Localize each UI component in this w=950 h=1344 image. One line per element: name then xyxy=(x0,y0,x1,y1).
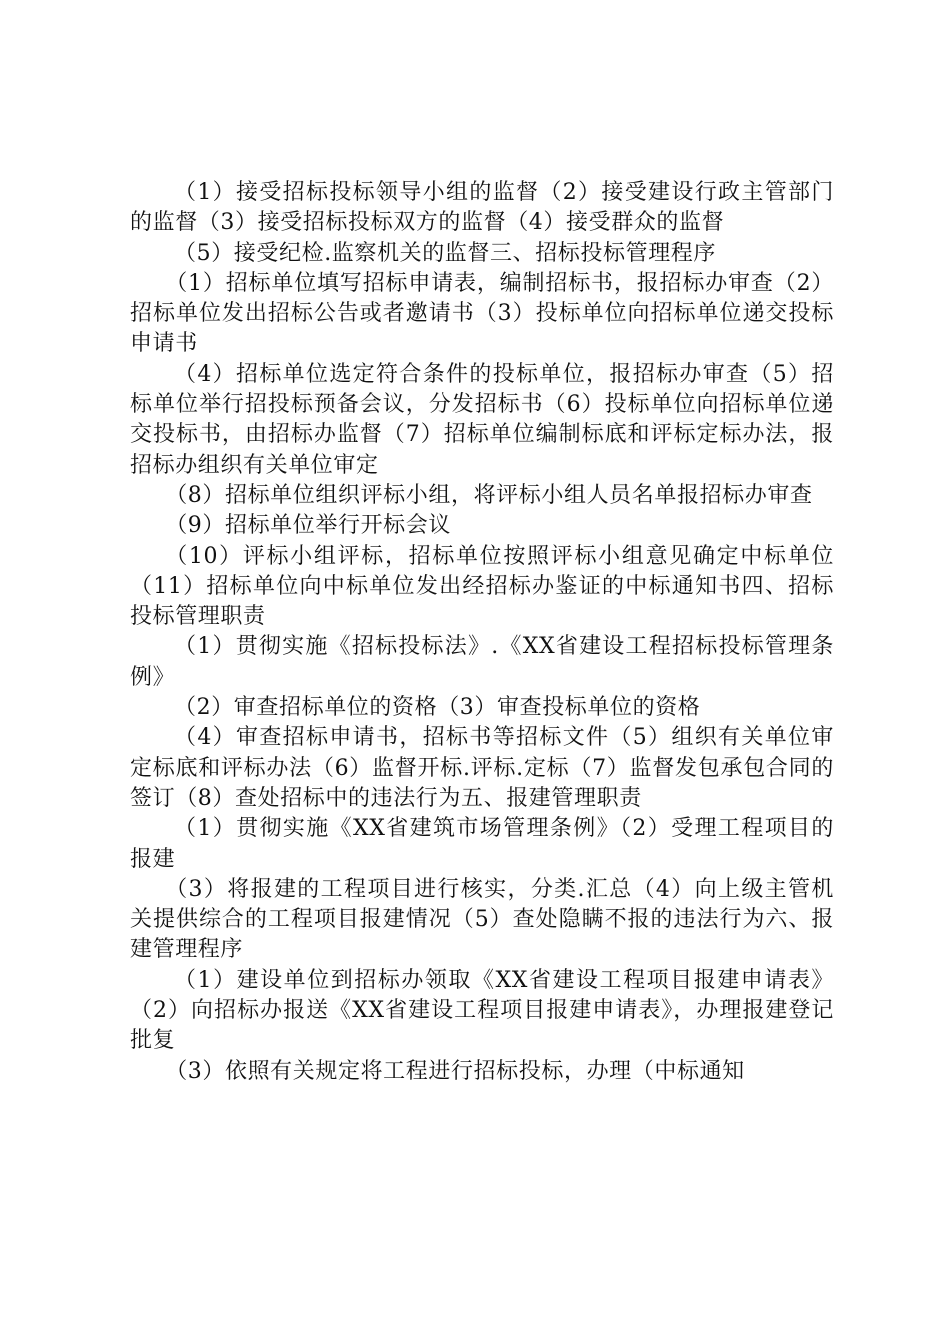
paragraph: （9）招标单位举行开标会议 xyxy=(165,513,451,539)
paragraph: （2）审查招标单位的资格（3）审查投标单位的资格 xyxy=(174,695,701,721)
paragraph: （1）贯彻实施《招标投标法》.《XX省建设工程招标投标管理条例》 xyxy=(130,634,834,690)
paragraph: （4）审查招标申请书，招标书等招标文件（5）组织有关单位审定标底和评标办法（6）监督开标.评标.定标（7）监督发包承包合同的签订（8）查处招标中的违法行为五、报建管理职责 xyxy=(130,725,834,811)
paragraph: （3）依照有关规定将工程进行招标投标，办理（中标通知 xyxy=(165,1058,745,1084)
paragraph: （1）贯彻实施《XX省建筑市场管理条例》（2）受理工程项目的报建 xyxy=(130,816,834,872)
paragraph: （10）评标小组评标，招标单位按照评标小组意见确定中标单位（11）招标单位向中标单位发出经招标办鉴证的中标通知书四、招标投标管理职责 xyxy=(130,543,834,630)
paragraph: （1）招标单位填写招标申请表，编制招标书，报招标办审查（2）招标单位发出招标公告或者邀请书（3）投标单位向招标单位递交投标申请书 xyxy=(130,270,834,357)
paragraph: （8）招标单位组织评标小组，将评标小组人员名单报招标办审查 xyxy=(165,482,813,508)
paragraph: （1）接受招标投标领导小组的监督（2）接受建设行政主管部门的监督（3）接受招标投标双方的监督（4）接受群众的监督 xyxy=(130,180,834,236)
paragraph: （1）建设单位到招标办领取《XX省建设工程项目报建申请表》（2）向招标办报送《XX省建设工程项目报建申请表》，办理报建登记批复 xyxy=(130,967,834,1054)
paragraph: （3）将报建的工程项目进行核实，分类.汇总（4）向上级主管机关提供综合的工程项目报建情况（5）查处隐瞒不报的违法行为六、报建管理程序 xyxy=(130,876,834,963)
paragraph: （4）招标单位选定符合条件的投标单位，报招标办审查（5）招标单位举行招投标预备会议，分发招标书（6）投标单位向招标单位递交投标书，由招标办监督（7）招标单位编制标底和评标定标办法，报招标办组织有关单位审定 xyxy=(130,361,834,478)
document-body xyxy=(130,178,834,1087)
paragraph: （5）接受纪检.监察机关的监督三、招标投标管理程序 xyxy=(174,240,716,266)
